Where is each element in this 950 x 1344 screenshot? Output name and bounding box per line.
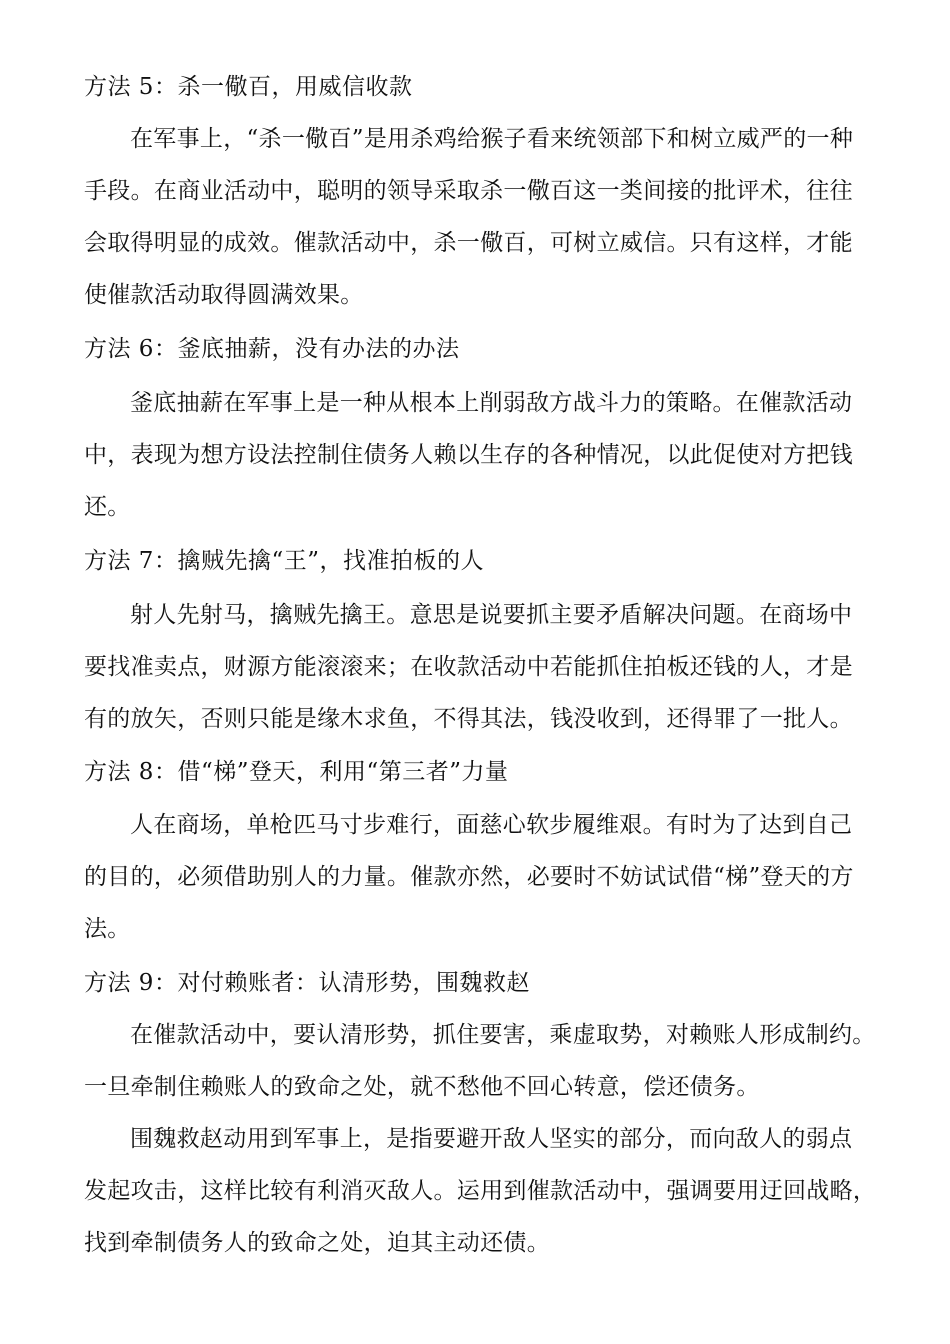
section-heading-6: 方法 6：釜底抽薪，没有办法的办法 bbox=[84, 336, 460, 362]
paragraph-line: 有的放矢，否则只能是缘木求鱼，不得其法，钱没收到，还得罪了一批人。 bbox=[84, 706, 853, 732]
section-heading-9: 方法 9：对付赖账者：认清形势，围魏救赵 bbox=[84, 970, 530, 996]
paragraph-line: 会取得明显的成效。催款活动中，杀一儆百，可树立威信。只有这样，才能 bbox=[84, 230, 853, 256]
paragraph-line: 一旦牵制住赖账人的致命之处，就不愁他不回心转意，偿还债务。 bbox=[84, 1074, 760, 1100]
paragraph-line: 射人先射马，擒贼先擒王。意思是说要抓主要矛盾解决问题。在商场中 bbox=[130, 602, 853, 628]
paragraph-line: 中，表现为想方设法控制住债务人赖以生存的各种情况，以此促使对方把钱 bbox=[84, 442, 853, 468]
paragraph-line: 在军事上，“杀一儆百”是用杀鸡给猴子看来统领部下和树立威严的一种 bbox=[130, 126, 854, 152]
section-heading-7: 方法 7：擒贼先擒“王”，找准拍板的人 bbox=[84, 548, 484, 574]
paragraph-line: 人在商场，单枪匹马寸步难行，面慈心软步履维艰。有时为了达到自己 bbox=[130, 812, 853, 838]
paragraph-line: 法。 bbox=[84, 916, 131, 942]
paragraph-line: 在催款活动中，要认清形势，抓住要害，乘虚取势，对赖账人形成制约。 bbox=[130, 1022, 876, 1048]
paragraph-line: 的目的，必须借助别人的力量。催款亦然，必要时不妨试试借“梯”登天的方 bbox=[84, 864, 854, 890]
paragraph-line: 找到牵制债务人的致命之处，迫其主动还债。 bbox=[84, 1230, 550, 1256]
paragraph-line: 发起攻击，这样比较有利消灭敌人。运用到催款活动中，强调要用迂回战略， bbox=[84, 1178, 877, 1204]
paragraph-line: 釜底抽薪在军事上是一种从根本上削弱敌方战斗力的策略。在催款活动 bbox=[130, 390, 853, 416]
section-heading-5: 方法 5：杀一儆百，用威信收款 bbox=[84, 74, 413, 100]
paragraph-line: 要找准卖点，财源方能滚滚来；在收款活动中若能抓住拍板还钱的人，才是 bbox=[84, 654, 853, 680]
paragraph-line: 手段。在商业活动中，聪明的领导采取杀一儆百这一类间接的批评术，往往 bbox=[84, 178, 853, 204]
paragraph-line: 还。 bbox=[84, 494, 131, 520]
section-heading-8: 方法 8：借“梯”登天，利用“第三者”力量 bbox=[84, 759, 509, 785]
paragraph-line: 围魏救赵动用到军事上，是指要避开敌人坚实的部分，而向敌人的弱点 bbox=[130, 1126, 853, 1152]
paragraph-line: 使催款活动取得圆满效果。 bbox=[84, 282, 364, 308]
